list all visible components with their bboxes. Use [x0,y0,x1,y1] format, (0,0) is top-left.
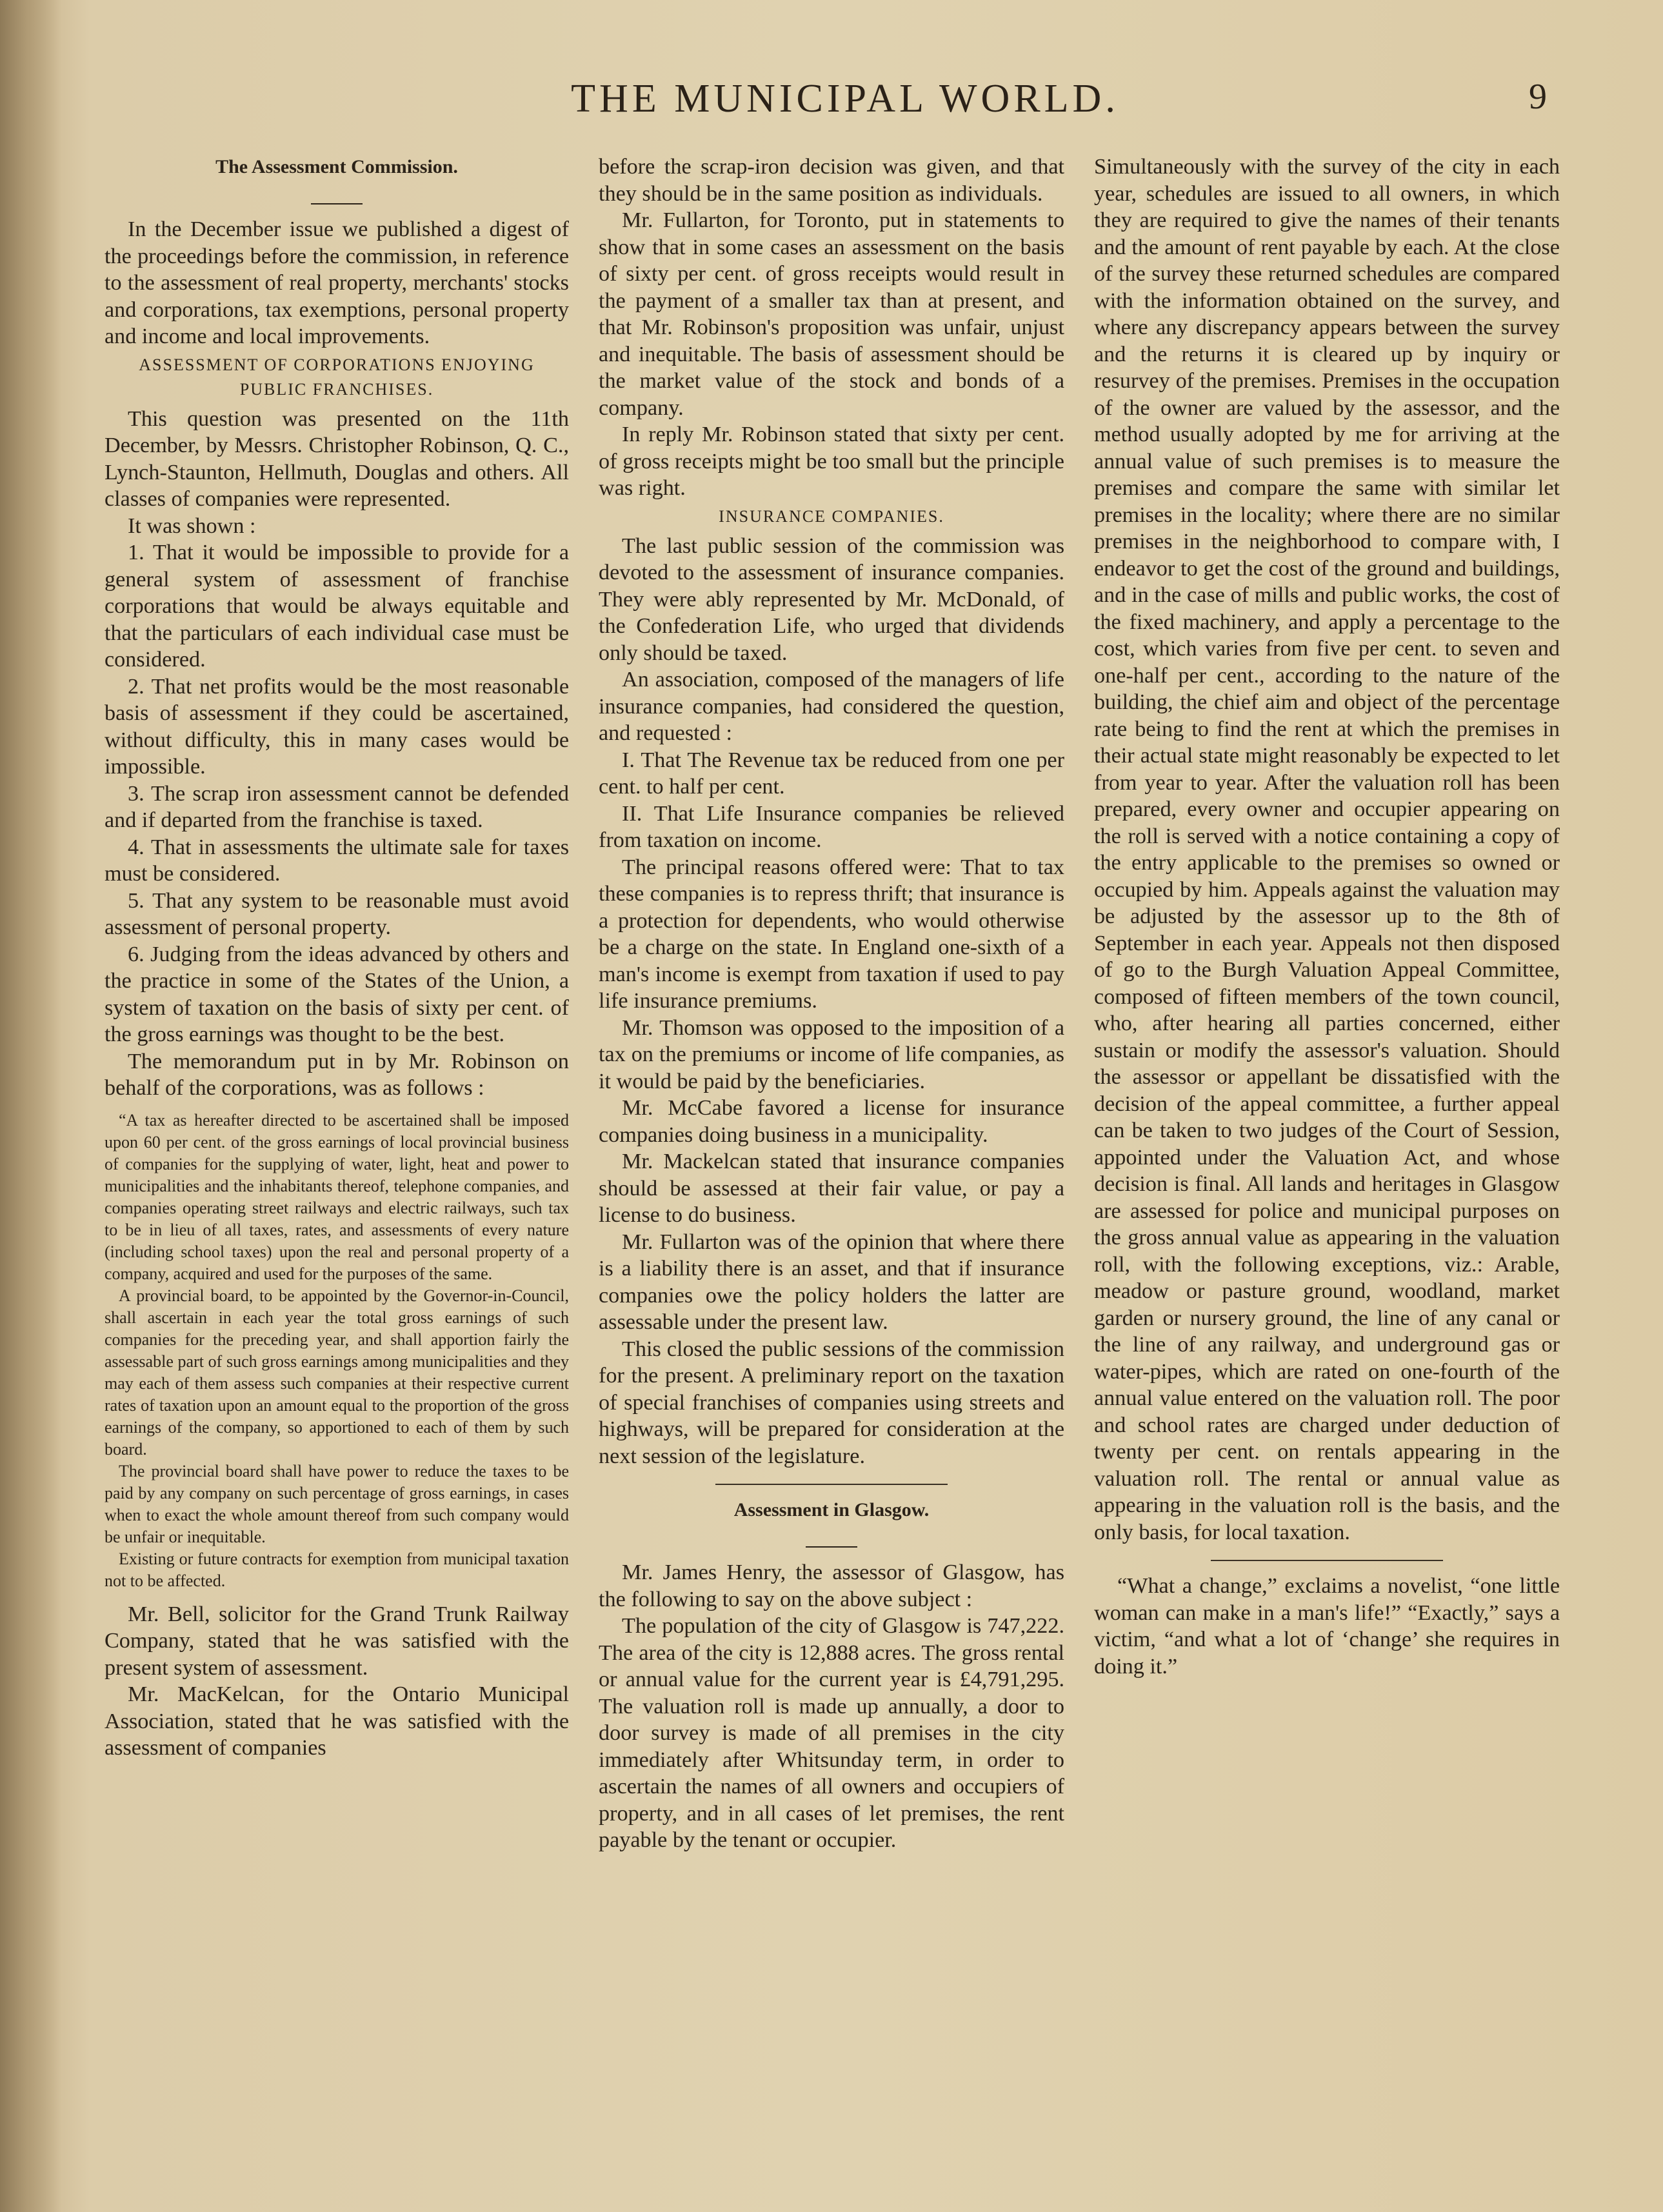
binding-gutter [0,0,61,2212]
quote-paragraph: “A tax as hereafter directed to be ascertained shall be imposed upon 60 per cent. of the gross earnings of local provincial business of companies for the supplying of water, light, heat and power to municipalities and the inhabitants thereof, telephone companies, and companies operating street railways and electric railways, such tax to be in lieu of all taxes, rates, and assessments of every nature (including school taxes) upon the real and personal property of a company, acquired and used for the purposes of the same. [105,1110,569,1283]
paragraph: The memorandum put in by Mr. Robinson on behalf of the corporations, was as follows : [105,1049,569,1100]
running-head [0,76,1663,128]
section-rule [715,1484,948,1485]
quote-paragraph: A provincial board, to be appointed by the Governor-in-Council, shall ascertain in each year the total gross earnings of such companies for the preceding year, and shall apportion fairly the assessable part of such gross earnings among municipalities and they may each of them assess such companies at their respective current rates of taxation upon an amount equal to the proportion of the gross earnings of the company, so apportioned to each of them by such board. [105,1286,569,1459]
paragraph: Mr. James Henry, the assessor of Glasgow, has the following to say on the above subject : [599,1560,1064,1611]
article-heading: Assessment in Glasgow. [733,1499,930,1520]
paragraph: The population of the city of Glasgow is 747,222. The area of the city is 12,888 acres. The gross rental or annual value for the current year is £4,791,295. The valuation roll is made up annually, a door to door survey is made of all premises in the city immediately after Whitsunday term, in order to ascertain the names of all owners and occupiers of property, and in all cases of let premises, the rent payable by the tenant or occupier. [599,1614,1064,1852]
paragraph: II. That Life Insurance companies be relieved from taxation on income. [599,801,1064,852]
quote-paragraph: Existing or future contracts for exemption from municipal taxation not to be affected. [105,1549,569,1590]
column-2 [599,154,1064,2140]
paragraph: This closed the public sessions of the commission for the present. A preliminary report on the taxation of special franchises of companies using streets and highways, will be prepared for consideration at the next session of the legislature. [599,1337,1064,1468]
paragraph: In the December issue we published a digest of the proceedings before the commission, in reference to the assessment of real property, merchants' stocks and corporations, tax exemptions, personal property and income and local improvements. [105,217,569,348]
quote-paragraph: The provincial board shall have power to reduce the taxes to be paid by any company on such percentage of gross earnings, in cases when to exact the whole amount thereof from such company would be unfair or inequitable. [105,1461,569,1546]
paragraph: Mr. Bell, solicitor for the Grand Trunk Railway Company, stated that he was satisfied with the present system of assessment. [105,1602,569,1680]
paragraph: Mr. MacKelcan, for the Ontario Municipal Association, stated that he was satisfied with the assessment of companies [105,1682,569,1760]
paragraph: I. That The Revenue tax be reduced from one per cent. to half per cent. [599,748,1064,799]
paragraph: Mr. McCabe favored a license for insurance companies doing business in a municipality. [599,1096,1064,1147]
journal-title: THE MUNICIPAL WORLD. [571,77,1119,121]
section-subhead: INSURANCE COMPANIES. [719,506,944,526]
memorandum-quote [105,1110,569,1592]
paragraph: 1. That it would be impossible to provide for a general system of assessment of franchise corporations that would be always equitable and that the particulars of each individual case must be considered. [105,541,569,672]
paragraph: An association, composed of the managers of life insurance companies, had considered the question, and requested : [599,668,1064,745]
column-3 [1094,154,1560,2140]
paragraph: 3. The scrap iron assessment cannot be defended and if departed from the franchise is taxed. [105,781,569,832]
paragraph: 6. Judging from the ideas advanced by others and the practice in some of the States of the Union, a system of taxation on the basis of sixty per cent. of the gross earnings was thought to be the best. [105,942,569,1046]
paragraph: Simultaneously with the survey of the city in each year, schedules are issued to all owners, in which they are required to give the names of their tenants and the amount of rent payable by each. At the close of the survey these returned schedules are compared with the information obtained on the survey, and where any discrepancy appears between the survey and the returns it is cleared up by inquiry or resurvey of the premises. Premises in the occupation of the owner are valued by the assessor, and the method usually adopted by me for arriving at the annual value of such premises is to measure the premises and compare the same with similar let premises in the locality; where there are no similar premises in the neighborhood to compare with, I endeavor to get the cost of the ground and buildings, and in the case of mills and public works, the cost of the fixed machinery, and apply a percentage to the cost, which varies from five per cent. to seven and one-half per cent., according to the nature of the building, the chief aim and object of the percentage rate being to find the rent at which the premises in their actual state might reasonably be expected to let from year to year. After the valuation roll has been prepared, every owner and occupier appearing on the roll is served with a notice containing a copy of the entry applicable to the premises so owned or occupied by him. Appeals against the valuation may be adjusted by the assessor up to the 8th of September in each year. Appeals not then disposed of go to the Burgh Valuation Appeal Committee, composed of fifteen members of the town council, who, after hearing all parties concerned, either sustain or modify the assessor's valuation. Should the assessor or appellant be dissatisfied with the decision of the appeal committee, a further appeal can be taken to two judges of the Court of Session, appointed under the Valuation Act, and whose decision is final. All lands and heritages in Glasgow are assessed for police and municipal purposes on the gross annual value as appearing in the valuation roll, with the following exceptions, viz.: Arable, meadow or pasture ground, woodland, market garden or nursery ground, the line of any canal or the line of any railway, and underground gas or water-pipes, which are rated on one-fourth of the annual value entered on the valuation roll. The poor and school rates are charged under deduction of twenty per cent. on rentals appearing in the valuation roll. The rental or annual value as appearing in the valuation roll is the basis, and the only basis, for local taxation. [1094,155,1560,1544]
paragraph: “What a change,” exclaims a novelist, “one little woman can make in a man's life!” “Exactly,” says a victim, “and what a lot of ‘change’ she requires in doing it.” [1094,1574,1560,1679]
paragraph: Mr. Fullarton, for Toronto, put in statements to show that in some cases an assessment on the basis of sixty per cent. of gross receipts would result in the payment of a smaller tax than at present, and that Mr. Robinson's proposition was unfair, unjust and inequitable. The basis of assessment should be the market value of the stock and bonds of a company. [599,208,1064,420]
column-1 [105,154,569,2140]
heading-dash [599,1528,1064,1555]
page-number: 9 [1529,77,1547,117]
paragraph: before the scrap-iron decision was given, and that they should be in the same position as individuals. [599,155,1064,206]
paragraph: 2. That net profits would be the most reasonable basis of assessment if they could be ascertained, without difficulty, this in many cases would be impossible. [105,674,569,779]
article-heading: The Assessment Commission. [215,156,458,177]
section-rule [1211,1560,1443,1561]
paragraph: In reply Mr. Robinson stated that sixty per cent. of gross receipts might be too small but the principle was right. [599,423,1064,500]
heading-dash [105,184,569,212]
paragraph: This question was presented on the 11th December, by Messrs. Christopher Robinson, Q. C., Lynch-Staunton, Hellmuth, Douglas and others. All classes of companies were represented. [105,406,569,511]
paragraph: Mr. Fullarton was of the opinion that where there is a liability there is an asset, and that if insurance companies owe the policy holders the latter are assessable under the present law. [599,1230,1064,1334]
paragraph: 4. That in assessments the ultimate sale for taxes must be considered. [105,835,569,886]
paragraph: It was shown : [128,513,256,538]
paragraph: Mr. Mackelcan stated that insurance companies should be assessed at their fair value, or pay a license to do business. [599,1150,1064,1227]
paragraph: Mr. Thomson was opposed to the imposition of a tax on the premiums or income of life companies, as it would be paid by the beneficiaries. [599,1015,1064,1093]
paragraph: The last public session of the commission was devoted to the assessment of insurance companies. They were ably represented by Mr. McDonald, of the Confederation Life, who urged that dividends only should be taxed. [599,533,1064,665]
paragraph: 5. That any system to be reasonable must avoid assessment of personal property. [105,888,569,939]
paragraph: The principal reasons offered were: That to tax these companies is to repress thrift; that insurance is a protection for dependents, who would otherwise be a charge on the state. In England one-sixth of a man's income is exempt from taxation if used to pay life insurance premiums. [599,855,1064,1013]
section-subhead: ASSESSMENT OF CORPORATIONS ENJOYING PUBLIC FRANCHISES. [139,355,535,399]
